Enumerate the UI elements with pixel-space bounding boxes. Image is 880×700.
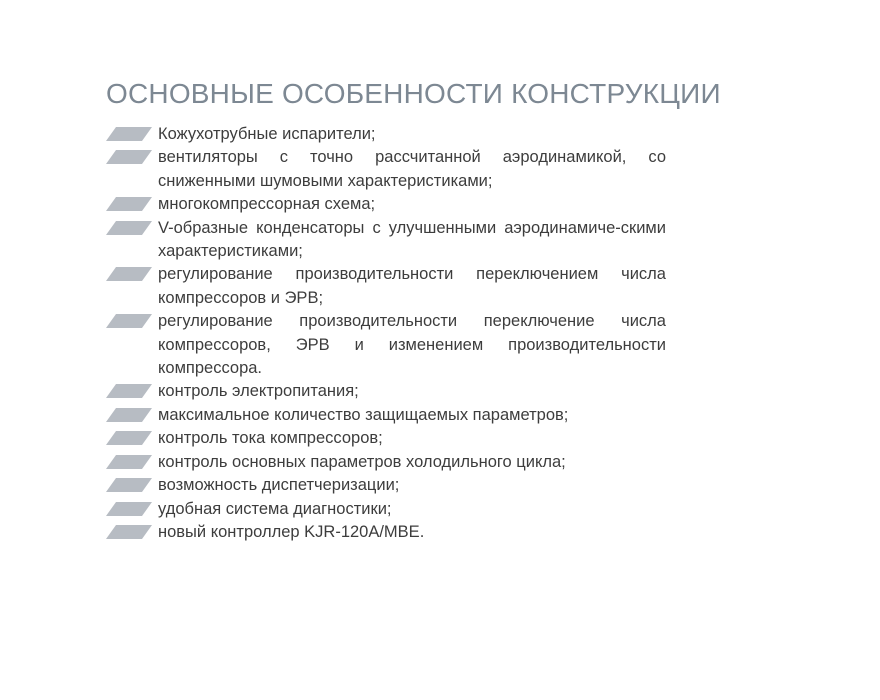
feature-item-5 xyxy=(106,263,666,310)
bullet-icon xyxy=(106,221,152,235)
feature-item-13 xyxy=(106,521,666,544)
feature-text: регулирование производительности переключением числа компрессоров и ЭРВ; xyxy=(158,265,666,307)
bullet-icon xyxy=(106,478,152,492)
feature-text: многокомпрессорная схема; xyxy=(158,195,376,214)
bullet-icon xyxy=(106,127,152,141)
feature-text: вентиляторы с точно рассчитанной аэродинамикой, со сниженными шумовыми характеристиками; xyxy=(158,148,666,190)
feature-item-12 xyxy=(106,498,666,521)
feature-item-9 xyxy=(106,427,666,450)
feature-text: максимальное количество защищаемых параметров; xyxy=(158,405,569,424)
feature-item-10 xyxy=(106,451,666,474)
feature-item-4 xyxy=(106,217,666,264)
feature-item-2 xyxy=(106,146,666,193)
feature-text: Кожухотрубные испарители; xyxy=(158,125,376,143)
bullet-icon xyxy=(106,150,152,164)
bullet-icon xyxy=(106,314,152,328)
feature-text: возможность диспетчеризации; xyxy=(158,476,400,495)
feature-text: удобная система диагностики; xyxy=(158,499,392,518)
bullet-icon xyxy=(106,197,152,211)
bullet-icon xyxy=(106,267,152,281)
feature-text: новый контроллер KJR-120A/MBE. xyxy=(158,522,425,541)
feature-item-1 xyxy=(106,123,666,146)
feature-text: контроль электропитания; xyxy=(158,382,359,401)
bullet-icon xyxy=(106,384,152,398)
feature-item-8 xyxy=(106,404,666,427)
bullet-icon xyxy=(106,455,152,469)
feature-item-3 xyxy=(106,193,666,216)
page-title: ОСНОВНЫЕ ОСОБЕННОСТИ КОНСТРУКЦИИ xyxy=(106,78,721,109)
features-list xyxy=(106,123,666,544)
feature-text: контроль основных параметров холодильного цикла; xyxy=(158,452,566,471)
feature-text: V-образные конденсаторы с улучшенными аэродинамиче-скими характеристиками; xyxy=(158,218,666,261)
bullet-icon xyxy=(106,408,152,422)
feature-text: регулирование производительности переключение числа компрессоров, ЭРВ и изменением производительности компрессора. xyxy=(158,312,666,378)
bullet-icon xyxy=(106,525,152,539)
feature-item-7 xyxy=(106,380,666,403)
bullet-icon xyxy=(106,431,152,445)
feature-text: контроль тока компрессоров; xyxy=(158,429,383,448)
feature-item-11 xyxy=(106,474,666,497)
bullet-icon xyxy=(106,502,152,516)
feature-item-6 xyxy=(106,310,666,380)
